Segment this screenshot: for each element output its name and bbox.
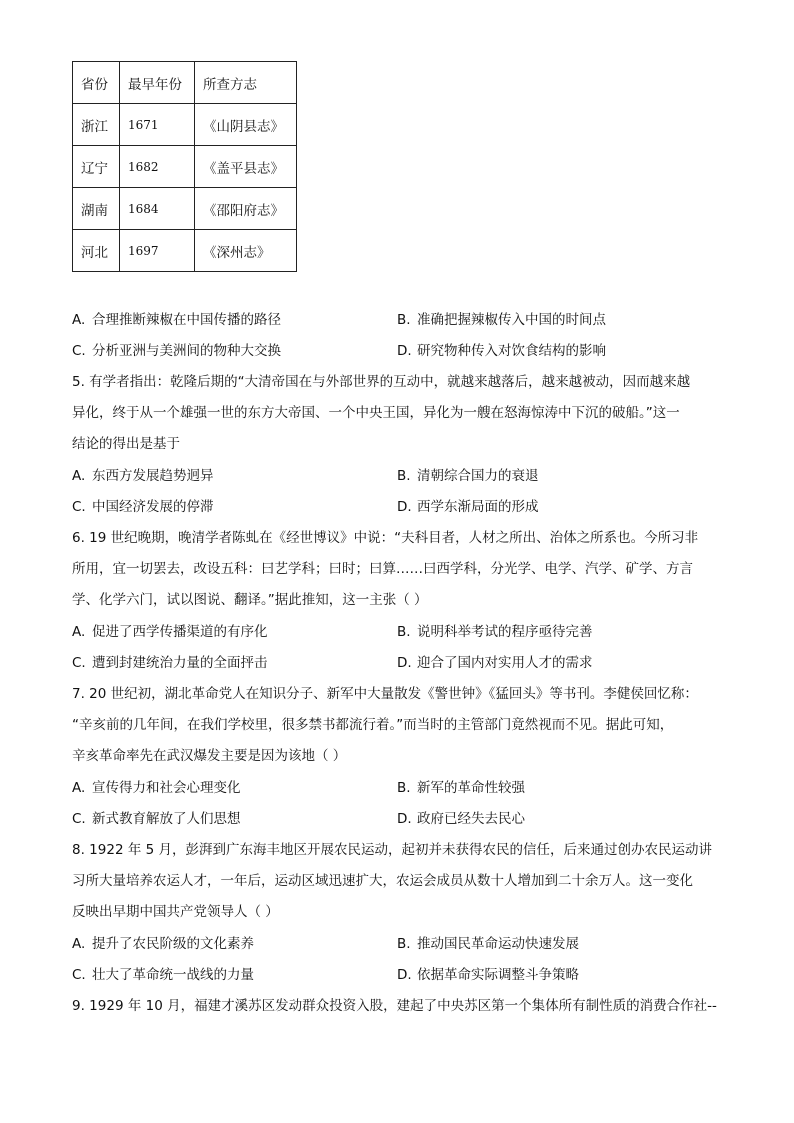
option-text: 遭到封建统治力量的全面抨击: [92, 655, 268, 671]
cell-year: 1697: [120, 230, 195, 272]
option-label: A.: [72, 780, 86, 796]
q7-stem-line: “辛亥前的几年间，在我们学校里，很多禁书都流行着。”而当时的主管部门竟然视而不见。据此可知，: [72, 717, 674, 733]
q7-option-d[interactable]: [397, 809, 525, 829]
q6-stem-line: 所用，宜一切罢去，改设五科：曰艺学科；曰时；曰算……曰西学科，分光学、电学、汽学、矿学、方言: [72, 561, 693, 577]
q6-stem-line: 学、化学六门，试以图说、翻译。”据此推知，这一主张（ ）: [72, 592, 428, 608]
option-text: 新式教育解放了人们思想: [92, 811, 241, 827]
header-source: 所查方志: [195, 62, 297, 104]
option-text: 新军的革命性较强: [417, 780, 525, 796]
cell-source: 《深州志》: [195, 230, 297, 272]
option-label: C.: [72, 343, 86, 359]
option-text: 合理推断辣椒在中国传播的路径: [92, 312, 281, 328]
q8-stem-line: 习所大量培养农运人才，一年后，运动区域迅速扩大，农运会成员从数十人增加到二十余万人。这一变化: [72, 873, 693, 889]
cell-year: 1682: [120, 146, 195, 188]
cell-province: 辽宁: [73, 146, 120, 188]
option-label: A.: [72, 624, 86, 640]
option-text: 东西方发展趋势迥异: [92, 468, 214, 484]
cell-province: 河北: [73, 230, 120, 272]
cell-source: 《山阴县志》: [195, 104, 297, 146]
q6-option-c[interactable]: [72, 653, 268, 673]
option-label: B.: [397, 936, 411, 952]
cell-source: 《邵阳府志》: [195, 188, 297, 230]
cell-province: 浙江: [73, 104, 120, 146]
q6-option-b[interactable]: [397, 622, 593, 642]
q6-option-a[interactable]: [72, 622, 268, 642]
q6-option-d[interactable]: [397, 653, 593, 673]
option-text: 西学东渐局面的形成: [417, 499, 539, 515]
q8-stem-line: 反映出早期中国共产党领导人（ ）: [72, 904, 279, 920]
cell-source: 《盖平县志》: [195, 146, 297, 188]
option-label: D.: [397, 655, 412, 671]
q4-option-d[interactable]: [397, 341, 606, 361]
q4-option-a[interactable]: [72, 310, 281, 330]
q5-stem-line: 异化，终于从一个雄强一世的东方大帝国、一个中央王国，异化为一艘在怒海惊涛中下沉的破船。”这一: [72, 405, 680, 421]
q7-option-c[interactable]: [72, 809, 241, 829]
q8-option-c[interactable]: [72, 965, 254, 985]
q5-option-a[interactable]: [72, 466, 214, 486]
cell-province: 湖南: [73, 188, 120, 230]
table-header-row: [73, 62, 297, 104]
q5-stem-line: 结论的得出是基于: [72, 436, 180, 452]
province-table: [72, 61, 297, 272]
option-label: D.: [397, 499, 412, 515]
option-text: 准确把握辣椒传入中国的时间点: [417, 312, 606, 328]
option-text: 分析亚洲与美洲间的物种大交换: [92, 343, 281, 359]
option-text: 宣传得力和社会心理变化: [92, 780, 241, 796]
table-row: [73, 104, 297, 146]
table-row: [73, 230, 297, 272]
option-label: D.: [397, 811, 412, 827]
table-row: [73, 146, 297, 188]
option-label: A.: [72, 312, 86, 328]
option-label: C.: [72, 499, 86, 515]
q8-option-d[interactable]: [397, 965, 579, 985]
cell-year: 1684: [120, 188, 195, 230]
option-text: 迎合了国内对实用人才的需求: [417, 655, 593, 671]
q6-stem-line: 6. 19 世纪晚期，晚清学者陈虬在《经世博议》中说：“夫科目者，人材之所出、治体之所系也。今所习非: [72, 530, 699, 546]
option-text: 壮大了革命统一战线的力量: [92, 967, 254, 983]
option-label: D.: [397, 967, 412, 983]
q8-option-a[interactable]: [72, 934, 254, 954]
option-label: A.: [72, 468, 86, 484]
option-text: 研究物种传入对饮食结构的影响: [417, 343, 606, 359]
option-label: C.: [72, 967, 86, 983]
q4-option-c[interactable]: [72, 341, 281, 361]
option-text: 依据革命实际调整斗争策略: [417, 967, 579, 983]
table-row: [73, 188, 297, 230]
q8-stem-line: 8. 1922 年 5 月，彭湃到广东海丰地区开展农民运动，起初并未获得农民的信任，后来通过创办农民运动讲: [72, 842, 712, 858]
option-label: B.: [397, 624, 411, 640]
option-text: 政府已经失去民心: [417, 811, 525, 827]
q4-option-b[interactable]: [397, 310, 606, 330]
cell-year: 1671: [120, 104, 195, 146]
q5-option-c[interactable]: [72, 497, 214, 517]
q8-option-b[interactable]: [397, 934, 579, 954]
option-text: 清朝综合国力的衰退: [417, 468, 539, 484]
option-text: 推动国民革命运动快速发展: [417, 936, 579, 952]
option-text: 中国经济发展的停滞: [92, 499, 214, 515]
option-text: 促进了西学传播渠道的有序化: [92, 624, 268, 640]
header-year: 最早年份: [120, 62, 195, 104]
option-label: C.: [72, 655, 86, 671]
q5-option-b[interactable]: [397, 466, 539, 486]
option-text: 提升了农民阶级的文化素养: [92, 936, 254, 952]
option-text: 说明科举考试的程序亟待完善: [417, 624, 593, 640]
option-label: C.: [72, 811, 86, 827]
option-label: D.: [397, 343, 412, 359]
header-province: 省份: [73, 62, 120, 104]
option-label: B.: [397, 312, 411, 328]
q7-option-b[interactable]: [397, 778, 525, 798]
q7-option-a[interactable]: [72, 778, 241, 798]
q9-stem-line: 9. 1929 年 10 月，福建才溪苏区发动群众投资入股，建起了中央苏区第一个集体所有制性质的消费合作社--: [72, 998, 717, 1014]
q7-stem-line: 7. 20 世纪初，湖北革命党人在知识分子、新军中大量散发《警世钟》《猛回头》等书刊。李健侯回忆称：: [72, 686, 698, 702]
option-label: B.: [397, 468, 411, 484]
q7-stem-line: 辛亥革命率先在武汉爆发主要是因为该地（ ）: [72, 748, 347, 764]
q5-option-d[interactable]: [397, 497, 539, 517]
option-label: A.: [72, 936, 86, 952]
option-label: B.: [397, 780, 411, 796]
q5-stem-line: 5. 有学者指出：乾隆后期的“大清帝国在与外部世界的互动中，就越来越落后，越来越被动，因而越来越: [72, 374, 691, 390]
